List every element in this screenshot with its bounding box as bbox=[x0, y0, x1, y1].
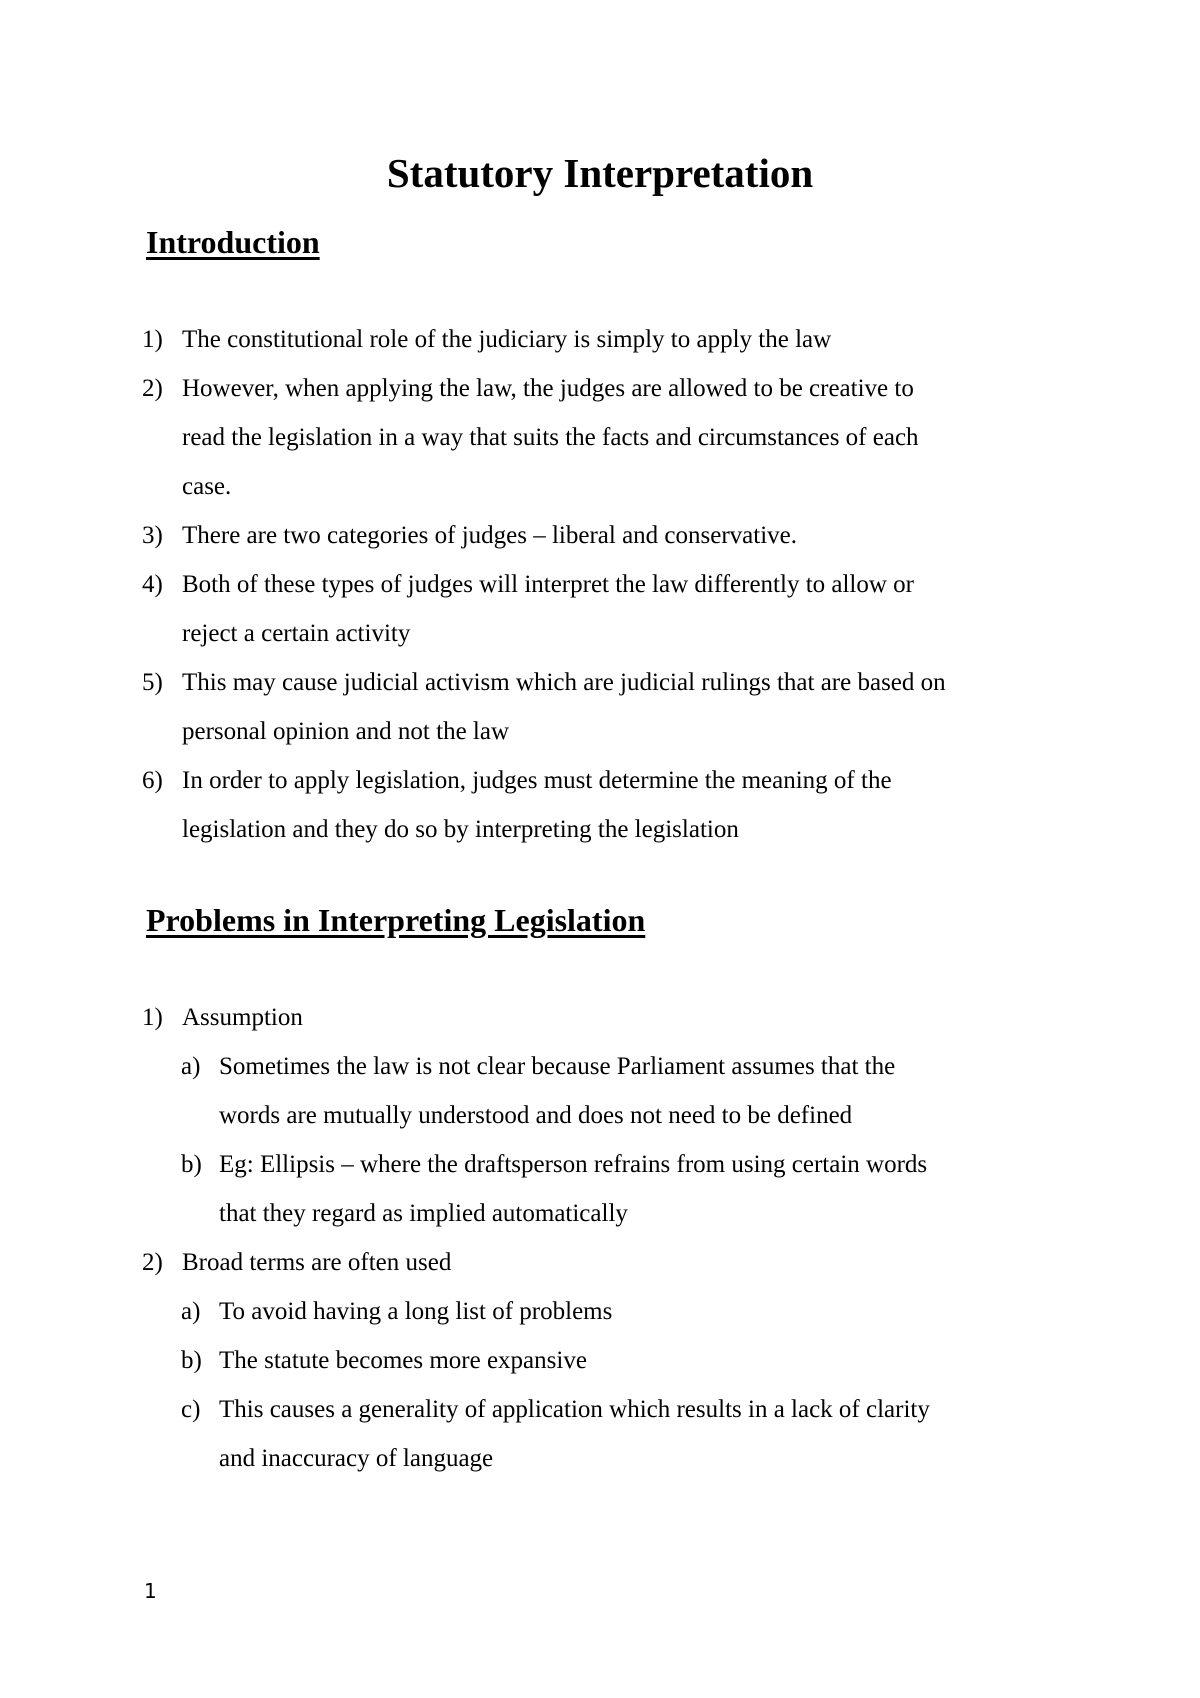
sub-list-item-text: words are mutually understood and does not need to be defined bbox=[219, 1102, 853, 1129]
list-item-text: personal opinion and not the law bbox=[182, 718, 510, 745]
list-marker: 2) bbox=[142, 375, 163, 402]
sub-list-marker: b) bbox=[181, 1151, 202, 1178]
section-heading-problems: Problems in Interpreting Legislation bbox=[146, 902, 646, 938]
list-item-text: This may cause judicial activism which are judicial rulings that are based on bbox=[182, 669, 946, 696]
list-item-text: Assumption bbox=[182, 1004, 303, 1031]
list-item-text: The constitutional role of the judiciary is simply to apply the law bbox=[182, 326, 832, 353]
list-item-text: However, when applying the law, the judges are allowed to be creative to bbox=[182, 375, 914, 402]
list-marker: 3) bbox=[142, 522, 163, 549]
list-item-text: case. bbox=[182, 473, 232, 500]
sub-list-item-text: and inaccuracy of language bbox=[219, 1445, 494, 1472]
list-marker: 4) bbox=[142, 571, 163, 598]
list-marker: 1) bbox=[142, 1004, 163, 1031]
page-number: 1 bbox=[144, 1579, 157, 1603]
list-item-text: In order to apply legislation, judges must determine the meaning of the bbox=[182, 767, 892, 794]
list-marker: 1) bbox=[142, 326, 163, 353]
list-item-text: reject a certain activity bbox=[182, 620, 411, 647]
sub-list-item-text: This causes a generality of application which results in a lack of clarity bbox=[219, 1396, 930, 1423]
sub-list-item-text: The statute becomes more expansive bbox=[219, 1347, 587, 1374]
list-item-text: There are two categories of judges – liberal and conservative. bbox=[182, 522, 798, 549]
list-item-text: legislation and they do so by interpreting the legislation bbox=[182, 816, 739, 843]
sub-list-item-text: Eg: Ellipsis – where the draftsperson refrains from using certain words bbox=[219, 1151, 928, 1178]
sub-list-marker: a) bbox=[181, 1298, 201, 1325]
sub-list-marker: b) bbox=[181, 1347, 202, 1374]
list-item-text: Both of these types of judges will interpret the law differently to allow or bbox=[182, 571, 915, 598]
sub-list-marker: c) bbox=[181, 1396, 201, 1423]
list-item-text: Broad terms are often used bbox=[182, 1249, 452, 1276]
document-title: Statutory Interpretation bbox=[386, 150, 814, 196]
list-marker: 6) bbox=[142, 767, 163, 794]
sub-list-item-text: Sometimes the law is not clear because Parliament assumes that the bbox=[219, 1053, 896, 1080]
list-marker: 2) bbox=[142, 1249, 163, 1276]
sub-list-marker: a) bbox=[181, 1053, 201, 1080]
sub-list-item-text: that they regard as implied automatically bbox=[219, 1200, 628, 1227]
list-item-text: read the legislation in a way that suits the facts and circumstances of each bbox=[182, 424, 919, 451]
section-heading-introduction: Introduction bbox=[146, 224, 320, 260]
list-marker: 5) bbox=[142, 669, 163, 696]
sub-list-item-text: To avoid having a long list of problems bbox=[219, 1298, 613, 1325]
